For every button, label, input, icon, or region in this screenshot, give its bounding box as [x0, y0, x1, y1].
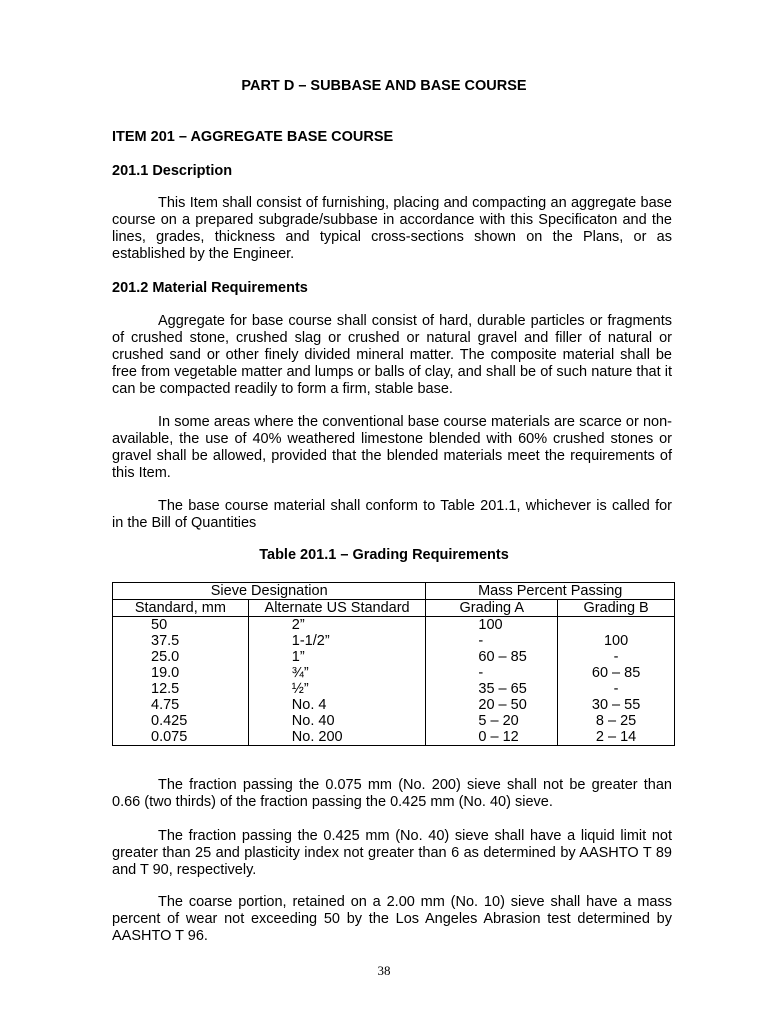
table-row	[113, 649, 675, 665]
table-row	[113, 633, 675, 649]
table-cell: -	[426, 633, 558, 649]
table-row	[113, 681, 675, 697]
table-row	[113, 697, 675, 713]
table-cell: 19.0	[113, 665, 249, 681]
table-row	[113, 713, 675, 729]
table-cell	[558, 617, 675, 634]
grading-table	[112, 582, 675, 746]
table-row	[113, 665, 675, 681]
table-row	[113, 617, 675, 634]
section-heading-material-requirements: 201.2 Material Requirements	[112, 280, 308, 296]
table-cell: 1”	[248, 649, 426, 665]
table-cell: No. 200	[248, 729, 426, 746]
table-cell: -	[558, 681, 675, 697]
table-cell: 20 – 50	[426, 697, 558, 713]
table-cell: No. 40	[248, 713, 426, 729]
table-cell: 4.75	[113, 697, 249, 713]
material-paragraph-1: Aggregate for base course shall consist of hard, durable particles or fragments of crushed stone, crushed slag or crushed or natural gravel and filler of natural or crushed sand or other finely divided mineral matter. The composite material shall be free from vegetable matter and lumps or balls of clay, and shall be of such nature that it can be compacted readily to form a firm, stable base.	[112, 313, 672, 397]
table-cell: 37.5	[113, 633, 249, 649]
section-heading-description: 201.1 Description	[112, 163, 233, 179]
description-paragraph: This Item shall consist of furnishing, placing and compacting an aggregate base course on a prepared subgrade/subbase in accordance with this Specificaton and the lines, grades, thickness and typical cross-sections shown on the Plans, or as established by the Engineer.	[112, 195, 672, 262]
table-cell: 2”	[248, 617, 426, 634]
page-number: 38	[377, 963, 391, 978]
table-row	[113, 729, 675, 746]
table-cell: 100	[558, 633, 675, 649]
coarse-portion-paragraph: The coarse portion, retained on a 2.00 mm (No. 10) sieve shall have a mass percent of wear not exceeding 50 by the Los Angeles Abrasion test determined by AASHTO T 96.	[112, 894, 672, 944]
table-cell: 60 – 85	[558, 665, 675, 681]
table-cell: 1-1/2”	[248, 633, 426, 649]
table-cell: 25.0	[113, 649, 249, 665]
table-body	[113, 617, 675, 746]
fraction-paragraph-1: The fraction passing the 0.075 mm (No. 200) sieve shall not be greater than 0.66 (two thirds) of the fraction passing the 0.425 mm (No. 40) sieve.	[112, 777, 672, 810]
group-header-mass-percent-passing: Mass Percent Passing	[426, 583, 675, 600]
table-caption: Table 201.1 – Grading Requirements	[259, 547, 509, 563]
table-cell: 30 – 55	[558, 697, 675, 713]
table-cell: 0.425	[113, 713, 249, 729]
table-group-header-row	[113, 583, 675, 600]
header-alternate-us-standard: Alternate US Standard	[248, 600, 426, 617]
table-header-row	[113, 600, 675, 617]
table-cell: 12.5	[113, 681, 249, 697]
header-standard-mm: Standard, mm	[113, 600, 249, 617]
material-paragraph-2: In some areas where the conventional base course materials are scarce or non-available, the use of 40% weathered limestone blended with 60% crushed stones or gravel shall be allowed, provided that the blended materials meet the requirements of this Item.	[112, 414, 672, 481]
table-cell: 35 – 65	[426, 681, 558, 697]
table-cell: 0 – 12	[426, 729, 558, 746]
table-cell: -	[558, 649, 675, 665]
table-cell: 0.075	[113, 729, 249, 746]
group-header-sieve-designation: Sieve Designation	[113, 583, 426, 600]
table-cell: 5 – 20	[426, 713, 558, 729]
table-cell: -	[426, 665, 558, 681]
header-grading-a: Grading A	[426, 600, 558, 617]
fraction-paragraph-2: The fraction passing the 0.425 mm (No. 40) sieve shall have a liquid limit not greater than 25 and plasticity index not greater than 6 as determined by AASHTO T 89 and T 90, respectively.	[112, 828, 672, 878]
table-cell: 8 – 25	[558, 713, 675, 729]
item-title: ITEM 201 – AGGREGATE BASE COURSE	[112, 129, 394, 145]
table-cell: 100	[426, 617, 558, 634]
table-cell: 2 – 14	[558, 729, 675, 746]
table-cell: ¾”	[248, 665, 426, 681]
table-cell: 50	[113, 617, 249, 634]
table-cell: 60 – 85	[426, 649, 558, 665]
table-cell: ½”	[248, 681, 426, 697]
table-cell: No. 4	[248, 697, 426, 713]
material-paragraph-3: The base course material shall conform to Table 201.1, whichever is called for in the Bill of Quantities	[112, 498, 672, 531]
header-grading-b: Grading B	[558, 600, 675, 617]
part-title: PART D – SUBBASE AND BASE COURSE	[241, 78, 527, 94]
